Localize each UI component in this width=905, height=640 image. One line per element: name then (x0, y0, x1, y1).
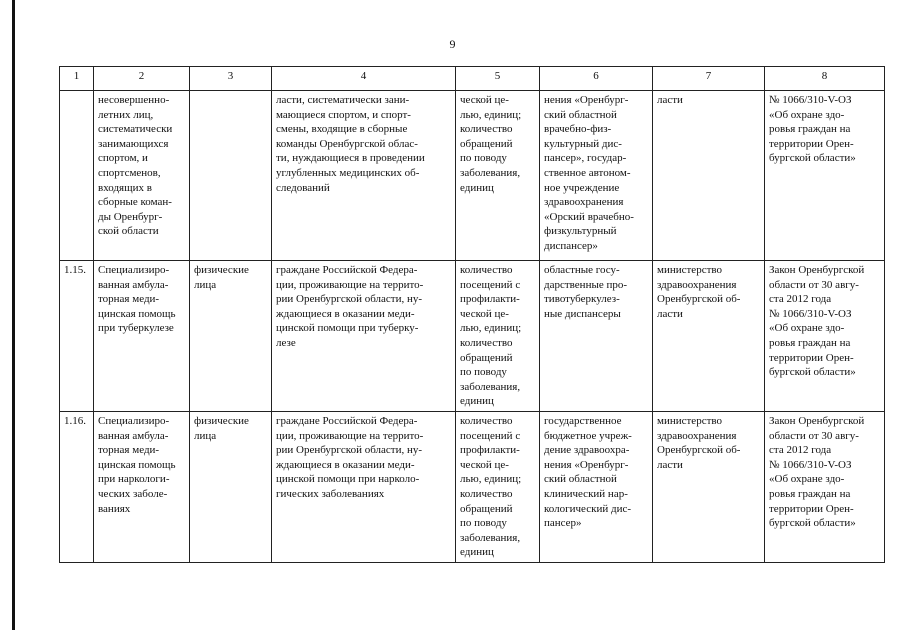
table-row (60, 261, 885, 412)
column-number: 2 (94, 67, 190, 91)
volume-indicator-cell: ческой це- лью, единиц; количество обращений по поводу заболевания, единиц (456, 91, 540, 261)
provider-cell: нения «Оренбург- ский областной врачебно-физ- культурный дис- пансер», государ- ственное автоном- ное учреждение здравоохранения «Орский врачебно- физкультурный диспансер» (540, 91, 653, 261)
column-number: 7 (653, 67, 765, 91)
volume-indicator-cell: количество посещений с профилакти- ческой це- лью, единиц; количество обращений по поводу заболевания, единиц (456, 411, 540, 562)
authority-cell: ласти (653, 91, 765, 261)
column-number: 6 (540, 67, 653, 91)
service-name-cell: несовершенно- летних лиц, систематически занимающихся спортом, и спортсменов, входящих в сборные коман- ды Оренбург- ской области (94, 91, 190, 261)
consumer-category-cell: физические лица (190, 411, 272, 562)
column-number-row (60, 67, 885, 91)
column-number: 8 (765, 67, 885, 91)
volume-indicator-cell: количество посещений с профилакти- ческой це- лью, единиц; количество обращений по поводу заболевания, единиц (456, 261, 540, 412)
consumer-category-cell (190, 91, 272, 261)
item-number-cell: 1.16. (60, 411, 94, 562)
item-number-cell (60, 91, 94, 261)
left-margin-rule (12, 0, 15, 630)
authority-cell: министерство здравоохранения Оренбургской об- ласти (653, 411, 765, 562)
page-number: 9 (449, 37, 456, 51)
table-row (60, 91, 885, 261)
column-number: 5 (456, 67, 540, 91)
recipients-cell: граждане Российской Федера- ции, проживающие на террито- рии Оренбургской области, ну- ждающиеся в оказании меди- цинской помощи при нарколо- гических заболеваниях (272, 411, 456, 562)
service-name-cell: Специализиро- ванная амбула- торная меди- цинская помощь при туберкулезе (94, 261, 190, 412)
provider-cell: государственное бюджетное учреж- дение здравоохра- нения «Оренбург- ский областной клинический нар- кологический дис- пансер» (540, 411, 653, 562)
column-number: 4 (272, 67, 456, 91)
item-number-cell: 1.15. (60, 261, 94, 412)
provider-cell: областные госу- дарственные про- тивотуберкулез- ные диспансеры (540, 261, 653, 412)
table-row (60, 411, 885, 562)
recipients-cell: граждане Российской Федера- ции, проживающие на террито- рии Оренбургской области, ну- ждающиеся в оказании меди- цинской помощи при туберку- лезе (272, 261, 456, 412)
consumer-category-cell: физические лица (190, 261, 272, 412)
service-name-cell: Специализиро- ванная амбула- торная меди- цинская помощь при наркологи- ческих заболе- ваниях (94, 411, 190, 562)
services-table (59, 66, 885, 563)
recipients-cell: ласти, систематически зани- мающиеся спортом, и спорт- смены, входящие в сборные команды Оренбургской облас- ти, нуждающиеся в проведении углубленных медицинских об- следований (272, 91, 456, 261)
authority-cell: министерство здравоохранения Оренбургской об- ласти (653, 261, 765, 412)
legal-basis-cell: Закон Оренбургской области от 30 авгу- ста 2012 года № 1066/310-V-ОЗ «Об охране здо- ровья граждан на территории Орен- бургской области» (765, 261, 885, 412)
column-number: 3 (190, 67, 272, 91)
legal-basis-cell: Закон Оренбургской области от 30 авгу- ста 2012 года № 1066/310-V-ОЗ «Об охране здо- ровья граждан на территории Орен- бургской области» (765, 411, 885, 562)
legal-basis-cell: № 1066/310-V-ОЗ «Об охране здо- ровья граждан на территории Орен- бургской области» (765, 91, 885, 261)
column-number: 1 (60, 67, 94, 91)
